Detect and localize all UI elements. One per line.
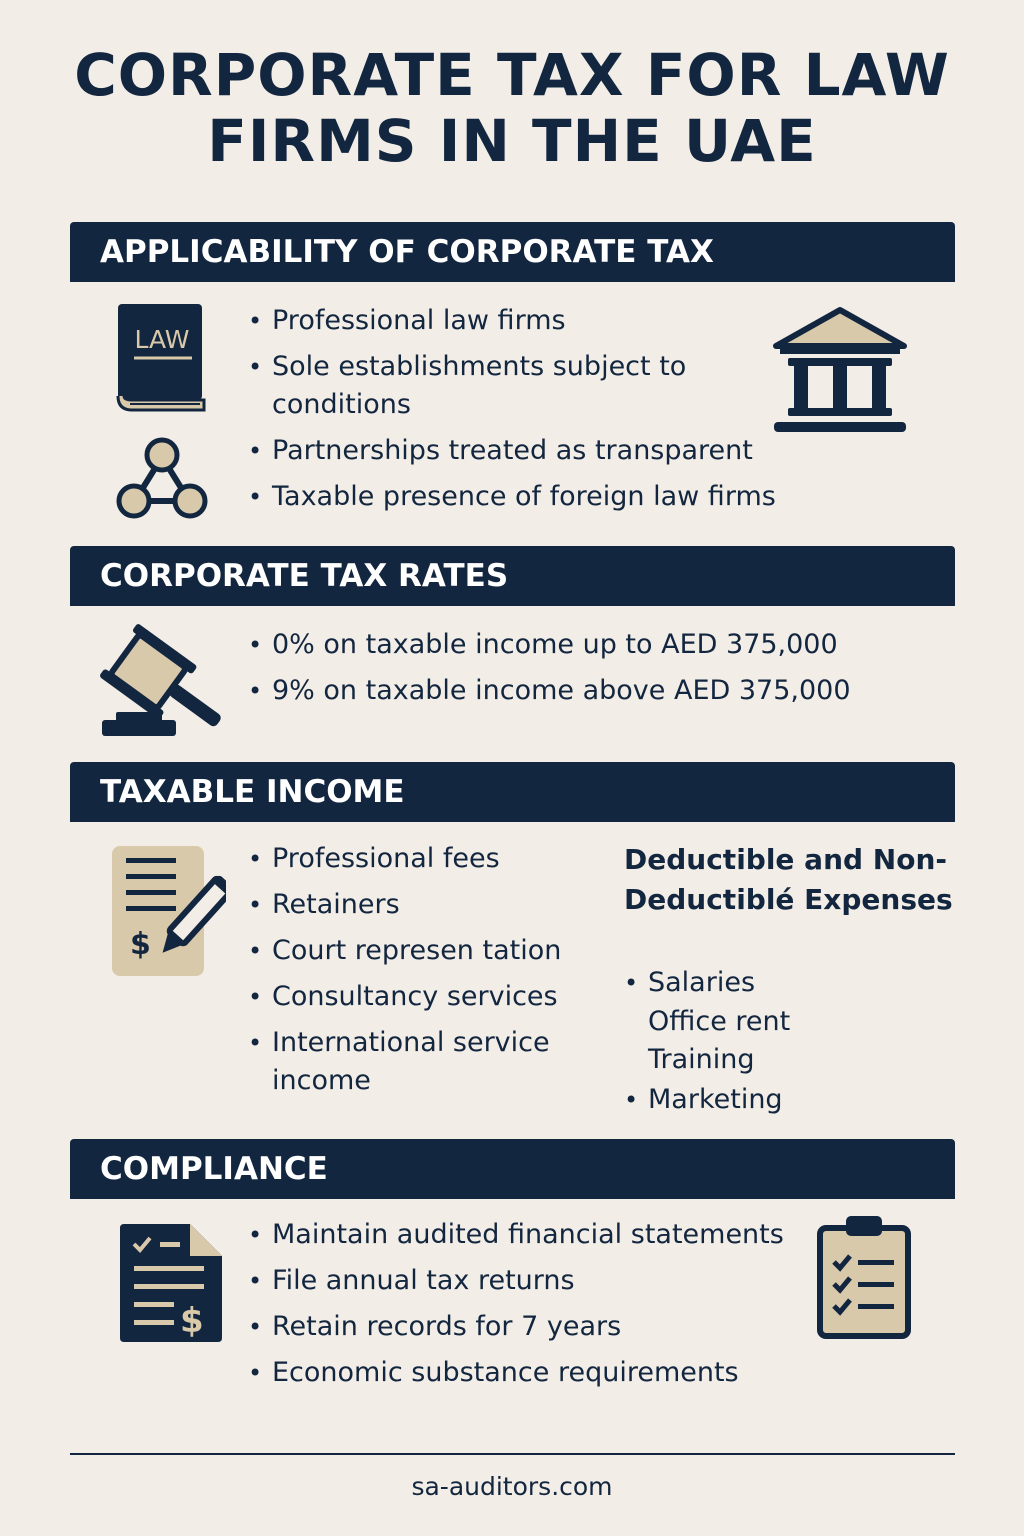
list-item: • File annual tax returns (248, 1262, 808, 1300)
section-heading: TAXABLE INCOME (100, 774, 405, 810)
list-item: Training (648, 1044, 755, 1075)
section-heading: APPLICABILITY OF CORPORATE TAX (100, 234, 714, 270)
list-item: • Retain records for 7 years (248, 1308, 808, 1346)
courthouse-icon (770, 304, 910, 436)
law-book-icon (112, 300, 208, 416)
invoice-pen-icon (108, 844, 226, 980)
list-item: • Marketing (624, 1081, 954, 1119)
taxable-income-list (248, 840, 598, 1100)
compliance-list (248, 1216, 808, 1392)
deductible-expenses-list (624, 964, 954, 1002)
deductible-expenses-heading: Deductible and Non-Deductiblé Expenses (624, 843, 953, 916)
rates-list (248, 626, 888, 710)
applicability-list (248, 302, 788, 516)
tax-document-icon (116, 1222, 226, 1346)
section-header-taxable-income (70, 762, 955, 822)
list-item: • Court represen tation (248, 932, 598, 970)
list-item: • Consultancy services (248, 978, 598, 1016)
list-item: • Maintain audited financial statements (248, 1216, 808, 1254)
book-label: LAW (134, 325, 190, 354)
footer-divider (70, 1453, 955, 1455)
list-item: • 9% on taxable income above AED 375,000 (248, 672, 888, 710)
dollar-sign: $ (180, 1301, 204, 1341)
list-item: • Professional law firms (248, 302, 788, 340)
section-header-compliance (70, 1139, 955, 1199)
list-item: • Sole establishments subject to conditions (248, 348, 788, 424)
network-icon (114, 435, 210, 521)
dollar-sign: $ (130, 927, 151, 962)
section-heading: CORPORATE TAX RATES (100, 558, 509, 594)
list-item: Office rent (648, 1006, 791, 1037)
section-header-rates (70, 546, 955, 606)
title-line-1: CORPORATE TAX FOR LAW (74, 41, 950, 109)
title-line-2: FIRMS IN THE UAE (207, 107, 817, 175)
section-header-applicability (70, 222, 955, 282)
deductible-expenses-list-continued (624, 1003, 954, 1079)
deductible-expenses-list-last (624, 1081, 954, 1119)
list-item: • Retainers (248, 886, 598, 924)
list-item: • Economic substance requirements (248, 1354, 808, 1392)
list-item: • International service income (248, 1024, 598, 1100)
checklist-clipboard-icon (816, 1214, 912, 1340)
list-item: • Partnerships treated as transparent (248, 432, 788, 470)
gavel-icon (98, 624, 230, 740)
footer-website[interactable]: sa-auditors.com (411, 1472, 613, 1501)
section-heading: COMPLIANCE (100, 1151, 328, 1187)
page-title (0, 42, 1024, 174)
list-item: • Professional fees (248, 840, 598, 878)
list-item: • Taxable presence of foreign law firms (248, 478, 788, 516)
list-item: • Salaries (624, 964, 954, 1002)
list-item: • 0% on taxable income up to AED 375,000 (248, 626, 888, 664)
